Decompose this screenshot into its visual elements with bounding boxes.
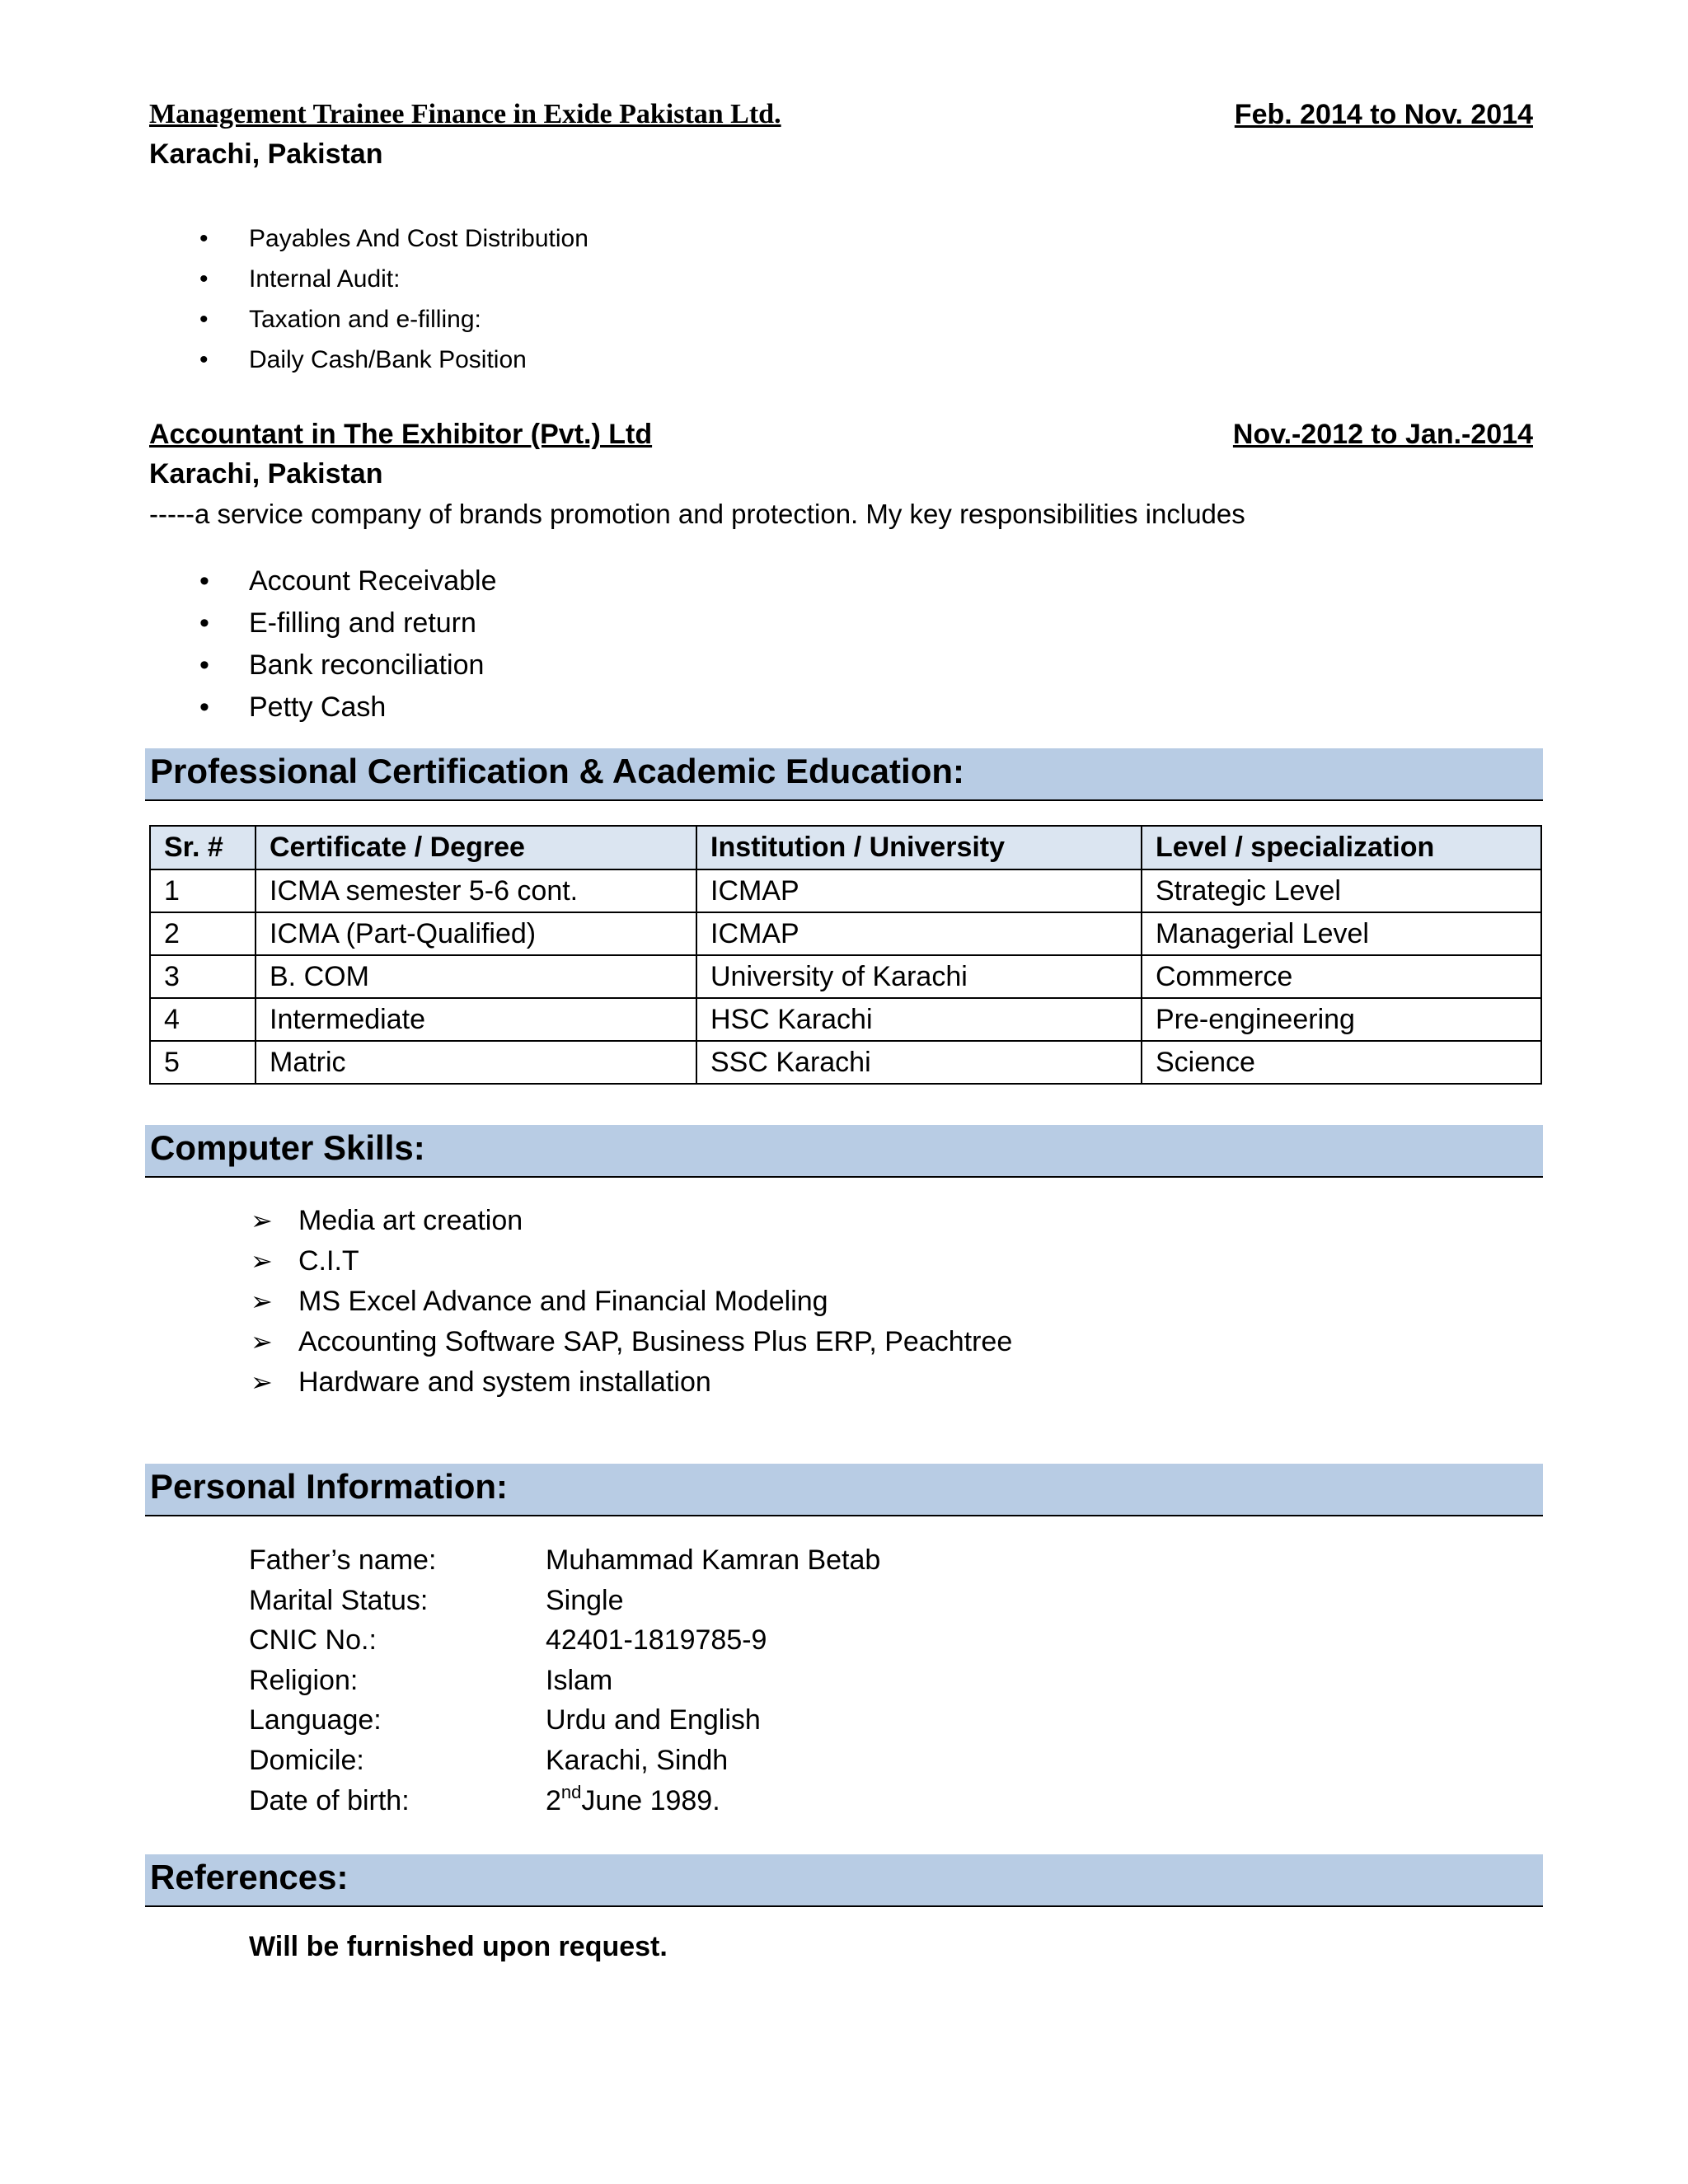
references-text: Will be furnished upon request. bbox=[249, 1931, 668, 1962]
table-cell: Pre-engineering bbox=[1142, 998, 1541, 1041]
field-label: Domicile: bbox=[249, 1745, 364, 1776]
table-row bbox=[150, 955, 1541, 998]
bullet-icon: • bbox=[199, 306, 209, 333]
field-label: Father’s name: bbox=[249, 1544, 437, 1576]
table-cell: SSC Karachi bbox=[696, 1041, 1142, 1084]
list-item: • Daily Cash/Bank Position bbox=[249, 340, 588, 380]
field-label: Date of birth: bbox=[249, 1785, 410, 1816]
list-item: • E-filling and return bbox=[249, 602, 497, 644]
section-heading-personal: Personal Information: bbox=[145, 1464, 1543, 1516]
field-label: CNIC No.: bbox=[249, 1624, 377, 1656]
bullet-icon: • bbox=[199, 649, 209, 681]
field-label: Language: bbox=[249, 1704, 382, 1736]
table-row bbox=[150, 912, 1541, 955]
column-header: Certificate / Degree bbox=[256, 826, 696, 869]
bullet-icon: • bbox=[199, 265, 209, 293]
table-cell: Intermediate bbox=[256, 998, 696, 1041]
job-description: -----a service company of brands promotion and protection. My key responsibilities includes bbox=[149, 499, 1245, 529]
field-value: Muhammad Kamran Betab bbox=[546, 1544, 881, 1576]
table-row bbox=[150, 869, 1541, 912]
table-row bbox=[150, 1041, 1541, 1084]
field-label: Religion: bbox=[249, 1665, 359, 1696]
list-item: ➢ Accounting Software SAP, Business Plus ERP, Peachtree bbox=[298, 1322, 1012, 1362]
column-header: Sr. # bbox=[150, 826, 256, 869]
arrow-bullet-icon: ➢ bbox=[251, 1206, 273, 1235]
list-item: ➢ Hardware and system installation bbox=[298, 1362, 1012, 1403]
bullet-icon: • bbox=[199, 225, 209, 252]
list-item: • Payables And Cost Distribution bbox=[249, 218, 588, 259]
table-cell: Science bbox=[1142, 1041, 1541, 1084]
table-cell: University of Karachi bbox=[696, 955, 1142, 998]
job-title: Management Trainee Finance in Exide Pakistan Ltd. bbox=[149, 99, 781, 129]
list-item: ➢ Media art creation bbox=[298, 1201, 1012, 1241]
arrow-bullet-icon: ➢ bbox=[251, 1246, 273, 1276]
arrow-bullet-icon: ➢ bbox=[251, 1327, 273, 1357]
table-cell: HSC Karachi bbox=[696, 998, 1142, 1041]
job-title: Accountant in The Exhibitor (Pvt.) Ltd bbox=[149, 419, 653, 450]
table-cell: 1 bbox=[150, 869, 256, 912]
table-cell: 2 bbox=[150, 912, 256, 955]
arrow-bullet-icon: ➢ bbox=[251, 1367, 273, 1397]
list-item: • Taxation and e-filling: bbox=[249, 299, 588, 340]
table-cell: Strategic Level bbox=[1142, 869, 1541, 912]
bullet-icon: • bbox=[199, 346, 209, 373]
column-header: Level / specialization bbox=[1142, 826, 1541, 869]
table-header-row bbox=[150, 826, 1541, 869]
bullet-icon: • bbox=[199, 691, 209, 723]
list-item: • Account Receivable bbox=[249, 560, 497, 602]
field-value: 2ndJune 1989. bbox=[546, 1782, 720, 1816]
job-location: Karachi, Pakistan bbox=[149, 138, 383, 170]
table-cell: ICMA (Part-Qualified) bbox=[256, 912, 696, 955]
job-dates: Nov.-2012 to Jan.-2014 bbox=[1232, 419, 1533, 450]
bullet-icon: • bbox=[199, 607, 209, 639]
arrow-bullet-icon: ➢ bbox=[251, 1286, 273, 1316]
job-location: Karachi, Pakistan bbox=[149, 458, 383, 490]
table-cell: 5 bbox=[150, 1041, 256, 1084]
table-cell: Commerce bbox=[1142, 955, 1541, 998]
section-heading-skills: Computer Skills: bbox=[145, 1125, 1543, 1178]
field-value: 42401-1819785-9 bbox=[546, 1624, 767, 1656]
field-value: Single bbox=[546, 1585, 624, 1616]
bullet-icon: • bbox=[199, 565, 209, 597]
table-cell: ICMA semester 5-6 cont. bbox=[256, 869, 696, 912]
table-row bbox=[150, 998, 1541, 1041]
skills-list bbox=[251, 1201, 1013, 1403]
table-cell: Matric bbox=[256, 1041, 696, 1084]
table-cell: ICMAP bbox=[696, 912, 1142, 955]
table-cell: 3 bbox=[150, 955, 256, 998]
field-value: Urdu and English bbox=[546, 1704, 761, 1736]
list-item: • Petty Cash bbox=[249, 687, 497, 729]
education-table bbox=[149, 825, 1542, 1085]
column-header: Institution / University bbox=[696, 826, 1142, 869]
list-item: ➢ MS Excel Advance and Financial Modeling bbox=[298, 1282, 1012, 1322]
field-value: Islam bbox=[546, 1665, 613, 1696]
job-duties-list bbox=[199, 560, 497, 729]
section-heading-references: References: bbox=[145, 1854, 1543, 1907]
job-dates: Feb. 2014 to Nov. 2014 bbox=[1234, 99, 1533, 130]
section-heading-education: Professional Certification & Academic Education: bbox=[145, 748, 1543, 801]
list-item: • Internal Audit: bbox=[249, 259, 588, 299]
table-cell: 4 bbox=[150, 998, 256, 1041]
list-item: • Bank reconciliation bbox=[249, 644, 497, 687]
field-value: Karachi, Sindh bbox=[546, 1745, 729, 1776]
table-cell: Managerial Level bbox=[1142, 912, 1541, 955]
field-label: Marital Status: bbox=[249, 1585, 429, 1616]
table-cell: ICMAP bbox=[696, 869, 1142, 912]
list-item: ➢ C.I.T bbox=[298, 1241, 1012, 1282]
table-cell: B. COM bbox=[256, 955, 696, 998]
job-duties-list bbox=[199, 218, 588, 380]
